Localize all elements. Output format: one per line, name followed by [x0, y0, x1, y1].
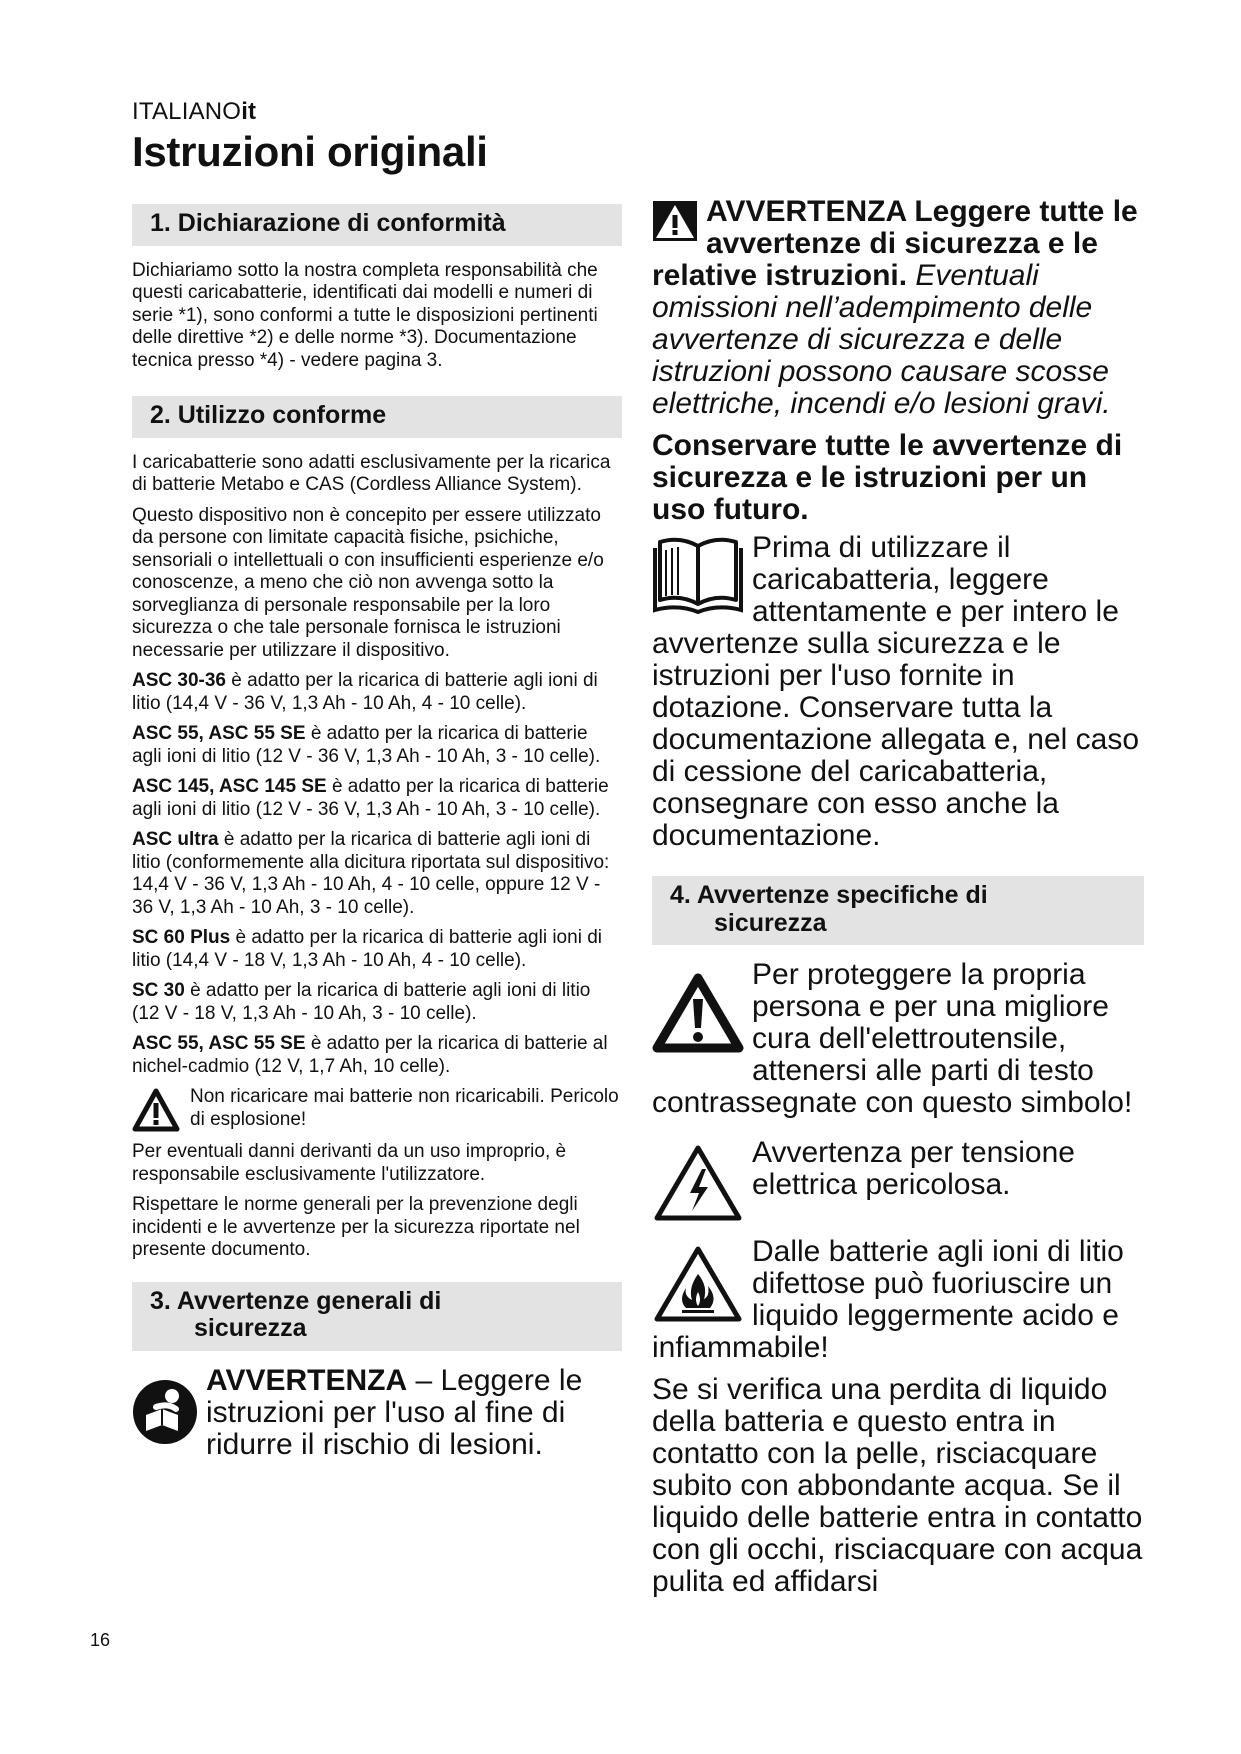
flammable-liquid-notice: Dalle batterie agli ioni di litio difettose può fuoriuscire un liquido leggermente acido e infiammabile! [652, 1235, 1124, 1364]
model-sc-30: SC 30 è adatto per la ricarica di batterie agli ioni di litio (12 V - 18 V, 1,3 Ah - 10 Ah, 3 - 10 celle). [132, 980, 591, 1024]
model-asc-55-nicd: ASC 55, ASC 55 SE è adatto per la ricarica di batterie al nichel-cadmio (12 V, 1,7 Ah, 10 celle). [132, 1033, 608, 1077]
right-column [652, 196, 1144, 1598]
liability-paragraph: Per eventuali danni derivanti da un uso improprio, è responsabile esclusivamente l'utilizzatore. [132, 1141, 567, 1185]
book-icon [652, 534, 744, 621]
general-warning: AVVERTENZA Leggere tutte le avvertenze di sicurezza e le relative istruzioni. Eventuali omissioni nell’adempimento delle avvertenze di sicurezza e delle istruzioni possono causare scosse elettriche, incendi e/o lesioni gravi. [652, 195, 1138, 420]
flammable-icon [652, 1244, 744, 1329]
leak-instructions: Se si verifica una perdita di liquido della batteria e questo entra in contatto con la pelle, risciacquare subito con abbondante acqua. Se il liquido delle batterie entra in contatto con gli occhi, risciacquare con acqua pulita ed affidarsi [652, 1373, 1143, 1598]
read-manual-icon [132, 1379, 198, 1450]
conformity-paragraph: Dichiariamo sotto la nostra completa responsabilità che questi caricabatterie, identificati dai modelli e numeri di serie *1), sono conformi a tutte le disposizioni pertinenti delle direttive *2) e delle norme *3). Documentazione tecnica presso *4) - vedere pagina 3. [132, 259, 598, 371]
model-asc-30-36: ASC 30-36 è adatto per la ricarica di batterie agli ioni di litio (14,4 V - 36 V, 1,3 Ah - 10 Ah, 4 - 10 celle). [132, 670, 598, 714]
section-3-heading: 3. Avvertenze generali di sicurezza [132, 1282, 622, 1351]
language-label [132, 98, 256, 126]
warning-triangle-icon [132, 1088, 180, 1137]
model-asc-ultra: ASC ultra è adatto per la ricarica di batterie agli ioni di litio (conformemente alla dicitura riportata sul dispositivo: 14,4 V - 36 V, 1,3 Ah - 10 Ah, 4 - 10 celle, oppure 12 V - 36 V, 1,3 Ah - 10 Ah, 3 - 10 celle). [132, 829, 610, 918]
voltage-notice: Avvertenza per tensione elettrica pericolosa. [652, 1137, 1144, 1228]
section-4-heading: 4. Avvertenze specifiche di sicurezza [652, 876, 1144, 945]
model-sc-60-plus: SC 60 Plus è adatto per la ricarica di batterie agli ioni di litio (14,4 V - 18 V, 1,3 Ah - 10 Ah, 4 - 10 celle). [132, 927, 602, 971]
usage-restriction-paragraph: Questo dispositivo non è concepito per essere utilizzato da persone con limitate capacità fisiche, psichiche, sensoriali o intellettuali o con insufficienti esperienze e/o conoscenze, a meno che ciò non avvenga sotto la sorveglianza di personale responsabile per la loro sicurezza o che tale personale fornisca le istruzioni necessarie per utilizzare il dispositivo. [132, 504, 604, 661]
language-name: ITALIANO [132, 98, 242, 125]
model-asc-55: ASC 55, ASC 55 SE è adatto per la ricarica di batterie agli ioni di litio (12 V - 36 V, 1,3 Ah - 10 Ah, 3 - 10 celle). [132, 723, 601, 767]
section-2-heading: 2. Utilizzo conforme [132, 396, 622, 438]
warning-triangle-icon [652, 200, 698, 247]
explosion-warning: Non ricaricare mai batterie non ricaricabili. Pericolo di esplosione! [132, 1086, 622, 1137]
read-manual-warning: AVVERTENZA – Leggere le istruzioni per l'uso al fine di ridurre il rischio di lesioni. [132, 1365, 622, 1461]
section-1-heading: 1. Dichiarazione di conformità [132, 204, 622, 246]
read-book-notice: Prima di utilizzare il caricabatteria, leggere attentamente e per intero le avvertenze sulla sicurezza e le istruzioni per l'uso fornite in dotazione. Conservare tutta la documentazione allegata e, nel caso di cessione del caricabatteria, consegnare con esso anche la documentazione. [652, 531, 1140, 852]
high-voltage-icon [652, 1143, 744, 1228]
conserve-instructions: Conservare tutte le avvertenze di sicurezza e le istruzioni per un uso futuro. [652, 429, 1123, 526]
protect-notice: Per proteggere la propria persona e per una migliore cura dell'elettroutensile, attenersi alle parti di testo contrassegnate con questo simbolo! [652, 958, 1133, 1119]
left-column [132, 204, 622, 1461]
warning-triangle-icon [652, 973, 744, 1058]
page-number: 16 [90, 1630, 111, 1650]
page-title: Istruzioni originali [132, 128, 488, 175]
language-code: it [241, 98, 257, 125]
intended-use-paragraph: I caricabatterie sono adatti esclusivamente per la ricarica di batterie Metabo e CAS (Cordless Alliance System). [132, 451, 611, 495]
accident-prevention-paragraph: Rispettare le norme generali per la prevenzione degli incidenti e le avvertenze per la sicurezza riportate nel presente documento. [132, 1194, 580, 1260]
model-asc-145: ASC 145, ASC 145 SE è adatto per la ricarica di batterie agli ioni di litio (12 V - 36 V, 1,3 Ah - 10 Ah, 3 - 10 celle). [132, 776, 609, 820]
